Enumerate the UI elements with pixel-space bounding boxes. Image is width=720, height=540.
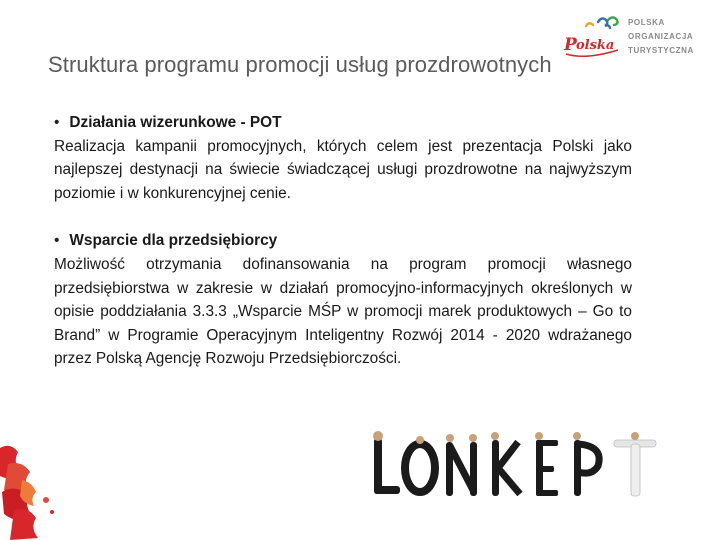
section-body-entrepreneur: Możliwość otrzymania dofinansowania na program promocji własnego przedsiębiorstwa w zakresie w działań promocyjno-informacyjnych określonych w opisie poddziałania 3.3.3 „Wsparcie MŚP w promocji marek produktowych – Go to Brand” w Programie Operacyjnym Inteligentny Rozwój 2014 - 2020 wdrażanego przez Polską Agencję Rozwoju Przedsiębiorczości. [54, 255, 632, 368]
pot-logo [560, 14, 710, 62]
svg-text:P: P [564, 35, 577, 55]
people-forming-letters-illustration [368, 428, 668, 503]
section-heading-entrepreneur: • Wsparcie dla przedsiębiorcy [54, 232, 278, 250]
logo-organization-name: POLSKA ORGANIZACJA TURYSTYCZNA [628, 18, 694, 55]
svg-text:olska: olska [576, 38, 615, 53]
section-body-pot: Realizacja kampanii promocyjnych, których celem jest prezentacja Polski jako najlepszej destynacji na świecie świadczącej usługi prozdrowotne na najwyższym poziomie i w konkurencyjnej cenie. [54, 137, 632, 202]
page-title: Struktura programu promocji usług prozdrowotnych [48, 52, 552, 77]
polska-logo-icon [560, 14, 628, 62]
section-heading-pot: • Działania wizerunkowe - POT [54, 114, 282, 131]
decorative-red-graphic [0, 440, 70, 540]
main-content [54, 111, 632, 371]
